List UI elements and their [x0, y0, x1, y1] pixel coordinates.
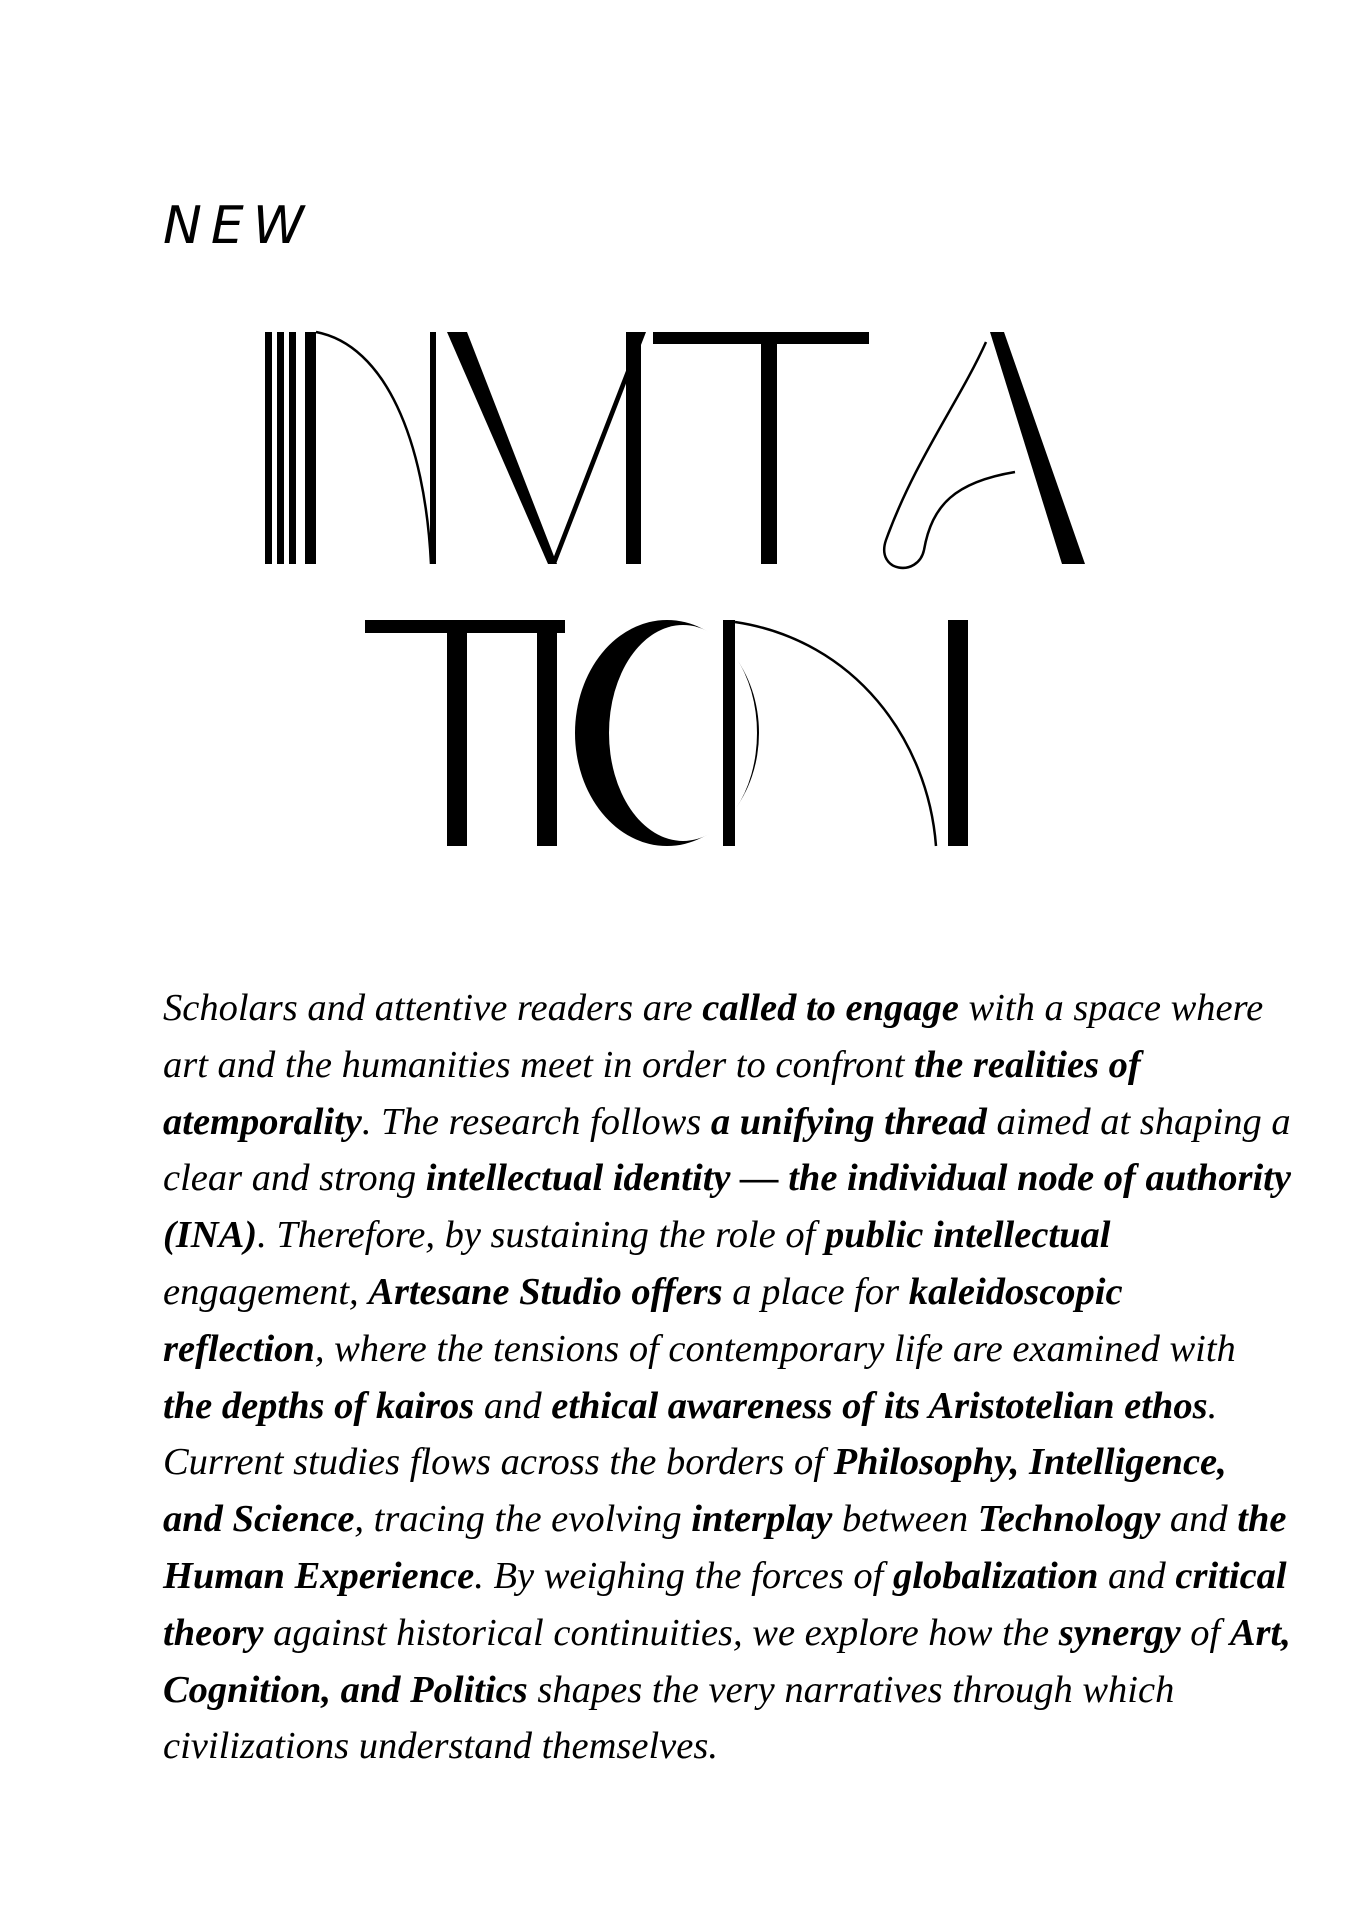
kicker-label: NEW — [163, 196, 314, 256]
letter-n-1 — [305, 332, 436, 564]
body-text-run: between — [832, 1498, 978, 1541]
invitation-body-paragraph — [163, 980, 1293, 1775]
body-text-run: . The research follows — [361, 1100, 711, 1143]
emphasis-phrase: Philosophy, Intelligence, and Science — [163, 1441, 1227, 1541]
emphasis-phrase: public intellectual — [824, 1214, 1111, 1257]
invitation-headline — [0, 320, 1357, 880]
body-text-run: against historical continuities, we explore how the — [263, 1611, 1059, 1654]
emphasis-phrase: synergy — [1058, 1611, 1181, 1654]
body-text-run: aimed at shaping a clear and strong — [163, 1100, 1291, 1200]
emphasis-phrase: the Human Experience — [163, 1498, 1287, 1597]
body-text-run: Scholars and attentive readers are — [163, 987, 703, 1029]
letter-t-2 — [365, 620, 565, 846]
letter-i-2 — [626, 332, 641, 564]
body-text-run: , where the tensions of contemporary life are examined with — [314, 1327, 1236, 1370]
emphasis-phrase: critical theory — [163, 1554, 1287, 1654]
body-text-run: with a space where art and the humanities meet in order to confront — [163, 987, 1264, 1086]
letter-i-3 — [537, 620, 557, 846]
body-text-run: a place for — [722, 1270, 909, 1313]
emphasis-phrase: kaleidoscopic reflection — [163, 1270, 1123, 1370]
letter-n-2 — [723, 620, 968, 846]
letter-i-1 — [265, 332, 296, 564]
body-text-run: , tracing the evolving — [354, 1498, 692, 1541]
headline-line1 — [265, 332, 1085, 568]
body-text-run: of — [1180, 1611, 1230, 1654]
letter-a — [884, 332, 1085, 568]
body-text-run: engagement, — [163, 1270, 369, 1313]
emphasis-phrase: the depths of kairos — [163, 1384, 475, 1427]
emphasis-phrase: globalization — [893, 1554, 1099, 1597]
emphasis-phrase: the realities of atemporality — [163, 1043, 1141, 1143]
body-text-run: . By weighing the forces of — [474, 1554, 894, 1597]
letter-t-1 — [653, 332, 869, 564]
body-text-run: and — [474, 1384, 552, 1427]
emphasis-phrase: ethical awareness of its Aristotelian ethos — [551, 1384, 1208, 1427]
body-text-run: shapes the very narratives through which civilizations understand themselves. — [163, 1668, 1175, 1768]
emphasis-phrase: Artesane Studio offers — [368, 1270, 723, 1313]
headline-line2 — [365, 620, 968, 846]
body-text-run: . Therefore, by sustaining the role of — [257, 1214, 825, 1257]
emphasis-phrase: a unifying thread — [710, 1100, 987, 1143]
body-text-run: . Current studies flows across the borders of — [163, 1384, 1218, 1484]
emphasis-phrase: called to engage — [702, 987, 959, 1029]
emphasis-phrase: intellectual identity — the individual node of authority (INA) — [163, 1157, 1291, 1257]
letter-v — [447, 332, 646, 564]
body-text-run: and — [1098, 1554, 1176, 1597]
emphasis-phrase: interplay — [691, 1498, 833, 1541]
emphasis-phrase: Art, Cognition, and Politics — [163, 1611, 1291, 1711]
emphasis-phrase: Technology — [977, 1498, 1161, 1541]
body-text-run: and — [1160, 1498, 1238, 1541]
